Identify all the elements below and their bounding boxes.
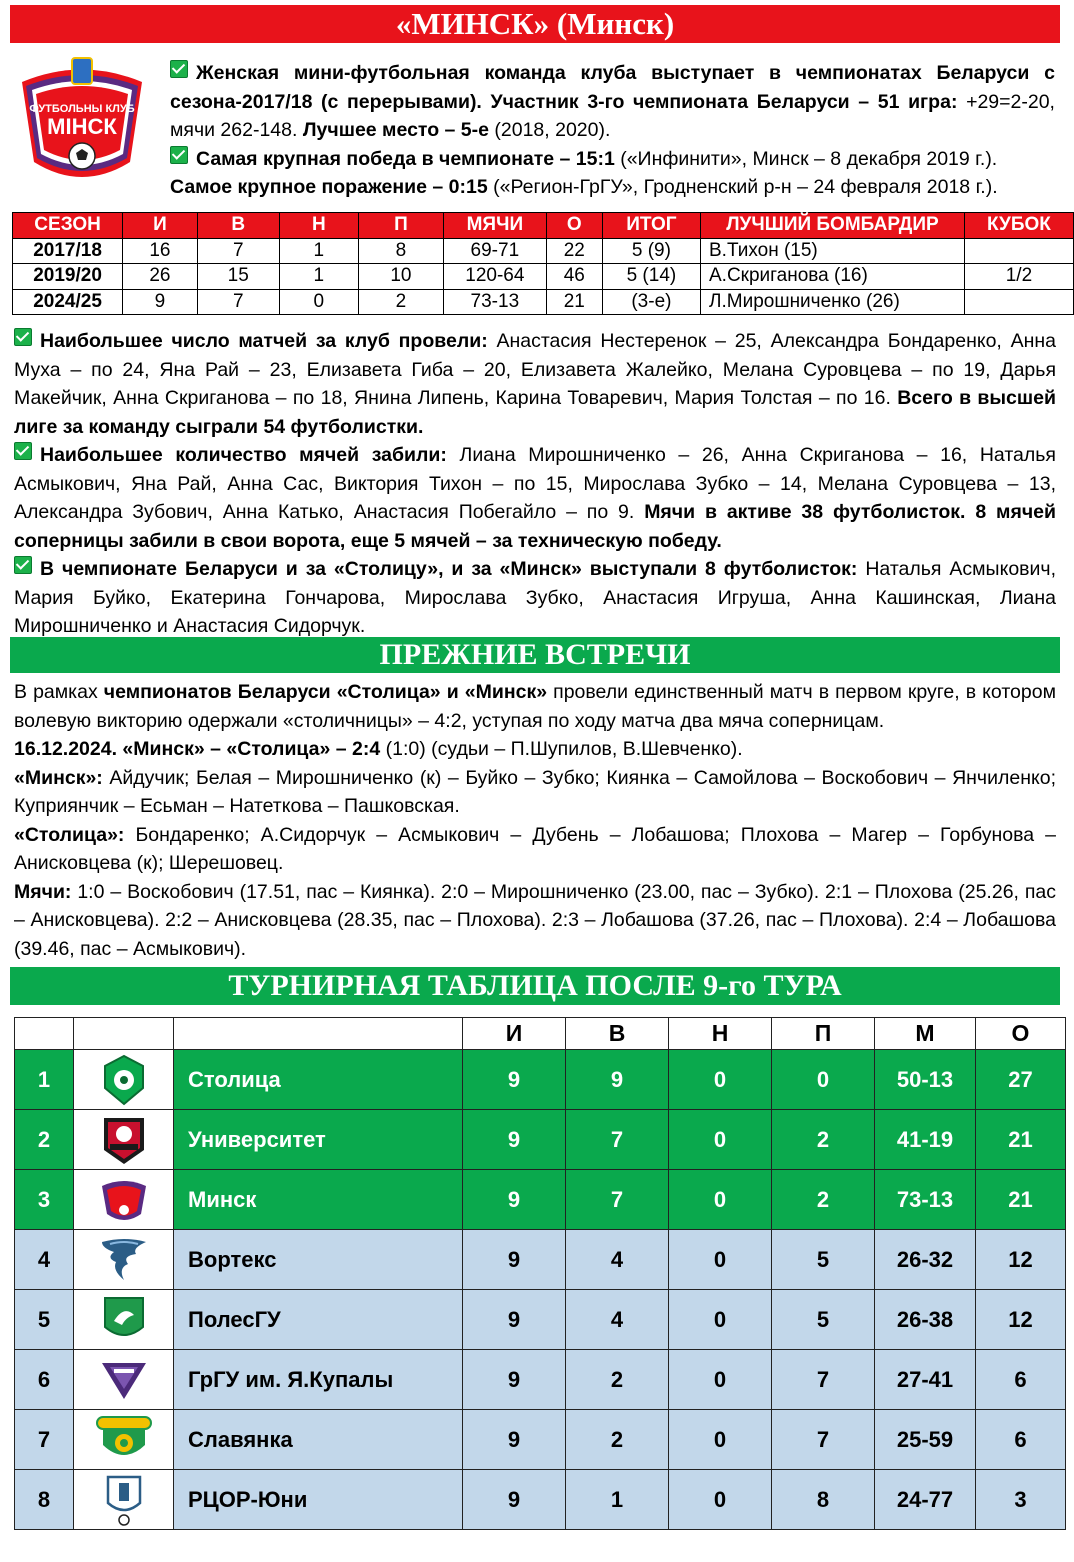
table-row: 2019/20 26 15 1 10 120-64 46 5 (14) А.Скриганова (16) 1/2 <box>13 264 1074 290</box>
table-row: 1 Столица 9 9 0 0 50-13 27 <box>15 1050 1066 1110</box>
header-points: О <box>976 1018 1066 1050</box>
table-row: 2017/18 16 7 1 8 69-71 22 5 (9) В.Тихон (15) <box>13 238 1074 264</box>
header-games: И <box>463 1018 566 1050</box>
checkmark-icon <box>14 442 32 460</box>
table-row: 3 Минск 9 7 0 2 73-13 21 <box>15 1170 1066 1230</box>
table-row: 6 ГрГУ им. Я.Купалы 9 2 0 7 27-41 6 <box>15 1350 1066 1410</box>
header-wins: В <box>566 1018 669 1050</box>
header-season: СЕЗОН <box>13 213 123 239</box>
intro-text: Женская мини-футбольная команда клуба выступает в чемпионатах Беларуси с сезона-2017/18 (с перерывами). Участник 3-го чемпионата Беларуси – 51 игра: +29=2-20, мячи 262-148. Лучшее место – 5-е (2018, 2020). Самая крупная победа в чемпионате – 15:1 («Инфинити», Минск – 8 декабря 2019 г.). Самое крупное поражение – 0:15 («Регион-ГрГУ», Гродненский р-н – 24 февраля 2018 г.). <box>170 62 1055 198</box>
header-top-scorer: ЛУЧШИЙ БОМБАРДИР <box>701 213 965 239</box>
table-row: 2 Университет 9 7 0 2 41-19 21 <box>15 1110 1066 1170</box>
polesgu-logo-icon <box>74 1290 174 1350</box>
table-row: 2024/25 9 7 0 2 73-13 21 (3-е) Л.Мирошниченко (26) <box>13 289 1074 315</box>
grgu-logo-icon <box>74 1350 174 1410</box>
header-points: О <box>546 213 602 239</box>
table-row: 8 РЦОР-Юни 9 1 0 8 24-77 3 <box>15 1470 1066 1530</box>
standings-table <box>14 1017 1066 1530</box>
header-losses: П <box>772 1018 875 1050</box>
minsk-club-crest-icon <box>12 52 152 192</box>
section-title-meetings: ПРЕЖНИЕ ВСТРЕЧИ <box>10 637 1060 673</box>
svg-text:ФУТБОЛЬНЫ КЛУБ: ФУТБОЛЬНЫ КЛУБ <box>29 103 135 115</box>
stolitsa-logo-icon <box>74 1050 174 1110</box>
header-draws: Н <box>279 213 358 239</box>
universitet-logo-icon <box>74 1110 174 1170</box>
header-games: И <box>123 213 198 239</box>
vorteks-logo-icon <box>74 1230 174 1290</box>
table-row: 5 ПолесГУ 9 4 0 5 26-38 12 <box>15 1290 1066 1350</box>
header-result: ИТОГ <box>602 213 700 239</box>
club-logo <box>12 52 152 192</box>
checkmark-icon <box>170 146 188 164</box>
stats-header-row <box>13 213 1074 239</box>
rcor-logo-icon <box>74 1470 174 1530</box>
svg-text:МІНСК: МІНСК <box>47 114 117 139</box>
header-losses: П <box>358 213 443 239</box>
header-wins: В <box>197 213 279 239</box>
standings-header-row <box>15 1018 1066 1050</box>
table-row: 7 Славянка 9 2 0 7 25-59 6 <box>15 1410 1066 1470</box>
meetings-text: В рамках чемпионатов Беларуси «Столица» и «Минск» провели единственный матч в первом круге, в котором волевую викторию одержали «столичницы» – 4:2, уступая по ходу матча два мяча соперницам. 16.12.2024. «Минск» – «Столица» – 2:4 (1:0) (судьи – П.Шупилов, В.Шевченко). «Минск»: Айдучик; Белая – Мирошниченко (к) – Буйко – Зубко; Киянка – Самойлова – Воскобович – Янчиленко; Куприянчик – Есьман – Натеткова – Пашковская. «Столица»: Бондаренко; А.Сидорчук – Асмыкович – Дубень – Лобашова; Плохова – Магер – Горбунова – Анисковцева (к); Шерешовец. Мячи: 1:0 – Воскобович (17.51, пас – Киянка). 2:0 – Мирошниченко (23.00, пас – Зубко). 2:1 – Плохова (25.26, пас – Анисковцева). 2:2 – Анисковцева (28.35, пас – Плохова). 2:3 – Лобашова (37.26, пас – Плохова). 2:4 – Лобашова (39.46, пас – Асмыкович). <box>14 681 1056 960</box>
minsk-logo-icon <box>74 1170 174 1230</box>
club-facts: Наибольшее число матчей за клуб провели: Анастасия Нестеренок – 25, Александра Бондаренко, Анна Муха – по 24, Яна Рай – 23, Елизавета Гиба – 20, Елизавета Жалейко, Мелана Суровцева – по 19, Дарья Макейчик, Анна Скриганова – по 18, Янина Липень, Карина Товаревич, Мария Толстая – по 16. Всего в высшей лиге за команду сыграли 54 футболистки. Наибольшее количество мячей забили: Лиана Мирошниченко – 26, Анна Скриганова – 16, Наталья Асмыкович, Яна Рай, Анна Сас, Виктория Тихон – по 15, Мирослава Зубко – 14, Мелана Суровцева – 13, Александра Зубович, Анна Катько, Анастасия Побегайло – по 9. Мячи в активе 38 футболисток. 8 мячей соперницы забили в свои ворота, еще 5 мячей – за техническую победу. В чемпионате Беларуси и за «Столицу», и за «Минск» выступали 8 футболисток: Наталья Асмыкович, Мария Буйко, Екатерина Гончарова, Мирослава Зубко, Анастасия Игруша, Анна Кашинская, Лиана Мирошниченко и Анастасия Сидорчук. <box>14 330 1056 637</box>
header-draws: Н <box>669 1018 772 1050</box>
table-row: 4 Вортекс 9 4 0 5 26-32 12 <box>15 1230 1066 1290</box>
header-goals: МЯЧИ <box>444 213 547 239</box>
section-title-standings: ТУРНИРНАЯ ТАБЛИЦА ПОСЛЕ 9-го ТУРА <box>10 967 1060 1005</box>
checkmark-icon <box>14 328 32 346</box>
header-cup: КУБОК <box>964 213 1073 239</box>
header-goals: М <box>875 1018 976 1050</box>
checkmark-icon <box>170 60 188 78</box>
checkmark-icon <box>14 556 32 574</box>
slavyanka-logo-icon <box>74 1410 174 1470</box>
page-title: «МИНСК» (Минск) <box>10 5 1060 43</box>
season-stats-table <box>12 212 1074 315</box>
